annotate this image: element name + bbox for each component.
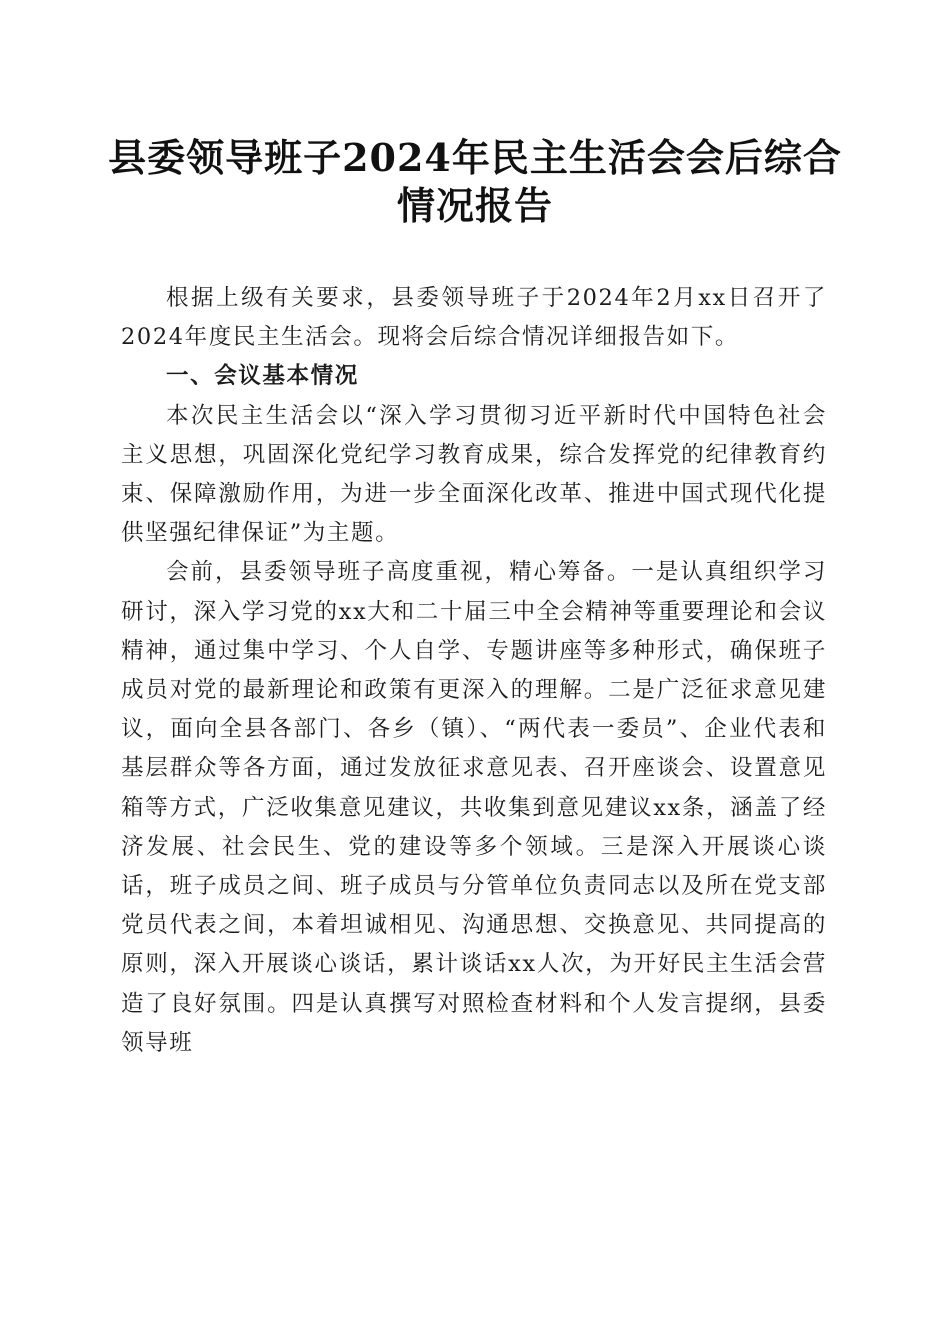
preparation-paragraph: 会前，县委领导班子高度重视，精心筹备。一是认真组织学习研讨，深入学习党的xx大和二十届三中全会精神等重要理论和会议精神，通过集中学习、个人自学、专题讲座等多种形式，确保班子成员对党的最新理论和政策有更深入的理解。二是广泛征求意见建议，面向全县各部门、各乡（镇）、“两代表一委员”、企业代表和基层群众等各方面，通过发放征求意见表、召开座谈会、设置意见箱等方式，广泛收集意见建议，共收集到意见建议xx条，涵盖了经济发展、社会民生、党的建设等多个领域。三是深入开展谈心谈话，班子成员之间、班子成员与分管单位负责同志以及所在党支部党员代表之间，本着坦诚相见、沟通思想、交换意见、共同提高的原则，深入开展谈心谈话，累计谈话xx人次，为开好民主生活会营造了良好氛围。四是认真撰写对照检查材料和个人发言提纲，县委领导班	[121, 559, 827, 1056]
document-body	[121, 279, 827, 1063]
document-title: 县委领导班子2024年民主生活会会后综合情况报告	[108, 135, 842, 228]
theme-paragraph: 本次民主生活会以“深入学习贯彻习近平新时代中国特色社会主义思想，巩固深化党纪学习教育成果，综合发挥党的纪律教育约束、保障激励作用，为进一步全面深化改革、推进中国式现代化提供坚强纪律保证”为主题。	[121, 402, 827, 547]
intro-paragraph: 根据上级有关要求，县委领导班子于2024年2月xx日召开了2024年度民主生活会。现将会后综合情况详细报告如下。	[121, 285, 827, 351]
section-heading-meeting-basics: 一、会议基本情况	[166, 363, 359, 390]
